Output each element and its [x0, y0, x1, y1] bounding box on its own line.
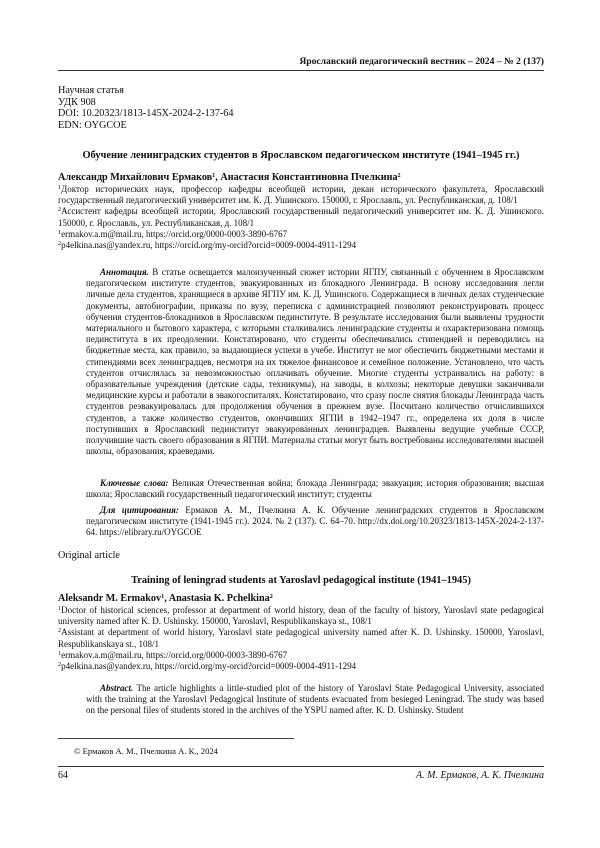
ru-contact-2-text: p4elkina.nas@yandex.ru, https://orcid.org/my-orcid?orcid=0009-0004-4911-1294 [61, 240, 357, 251]
udc-code: УДК 908 [58, 96, 96, 108]
en-contact-2-sup: 2 [58, 661, 62, 669]
copyright-note: © Ермаков А. М., Пчелкина А. К., 2024 [74, 746, 218, 756]
en-aff-2-sup: 2 [58, 627, 62, 635]
ru-contact-1 [58, 229, 544, 240]
en-contact-1-text: ermakov.a.m@mail.ru, https://orcid.org/0000-0003-3890-6767 [61, 649, 288, 660]
doi-text: DOI: 10.20323/1813-145X-2024-2-137-64 [58, 108, 234, 120]
ru-aff-2-sup: 2 [58, 206, 62, 214]
ru-author-1: Александр Михайлович Ермаков [58, 172, 213, 183]
en-title: Training of leningrad students at Yaroslavl pedagogical institute (1941–1945) [131, 575, 471, 586]
ru-keywords-label: Ключевые слова: [100, 478, 169, 488]
ru-affiliation-2 [58, 206, 544, 228]
edn-text: EDN: OYGCOE [58, 119, 127, 131]
article-type: Научная статья [58, 85, 124, 96]
en-abstract [58, 683, 544, 717]
footer-rule [58, 766, 544, 767]
page-number: 64 [58, 770, 68, 781]
ru-keywords [58, 478, 544, 500]
en-author-1-sup: 1 [161, 593, 165, 600]
ru-citation [58, 505, 544, 539]
en-aff-2-text: Assistant at department of world history, Yaroslavl state pedagogical university named after K. D. Ushinsky. 150000, Yaroslavl, Respublikanskaya st., 108/1 [58, 627, 544, 649]
en-author-1: Aleksandr M. Ermakov [58, 593, 162, 604]
en-article-type: Original article [58, 550, 120, 561]
ru-aff-1-text: Доктор исторических наук, профессор кафедры всеобщей истории, декан исторического факультета, Ярославский государственный педагогический университет им. К. Д. Ушинского. 150000, г. Ярославль, ул. Республиканская, д. 108/1 [58, 184, 544, 206]
en-abstract-label: Abstract. [100, 683, 134, 693]
footer-authors: А. М. Ермаков, А. К. Пчелкина [416, 770, 544, 781]
article-meta [58, 85, 544, 131]
ru-author-2-sup: 2 [397, 172, 401, 179]
en-aff-1-text: Doctor of historical sciences, professor at department of world history, dean of the faculty of history, Yaroslavl state pedagogical university named after K. D. Ushinsky. 150000, Yaroslavl, Respublikanskaya st., 108/1 [58, 605, 544, 627]
ru-affiliations [58, 184, 544, 251]
en-contact-2-text: p4elkina.nas@yandex.ru, https://orcid.org/my-orcid?orcid=0009-0004-4911-1294 [61, 661, 357, 672]
en-author-2: Anastasia K. Pchelkina [168, 593, 270, 604]
en-abstract-text: The article highlights a little-studied plot of the history of Yaroslavl State Pedagogical University, associated with the training at the Yaroslavl Pedagogical Institute of students evacuated from besieged Leningrad. The study was based on the personal files of students stored in the archives of the YSPU named after. K. D. Ushinsky. Student [86, 683, 544, 716]
article-page [58, 0, 544, 848]
ru-title: Обучение ленинградских студентов в Ярославском педагогическом институте (1941–1945 гг.) [82, 150, 520, 161]
en-contact-1-sup: 1 [58, 649, 62, 657]
ru-contact-1-sup: 1 [58, 228, 62, 236]
footnote-rule [58, 738, 294, 739]
en-affiliation-2 [58, 627, 544, 649]
ru-abstract-text: В статье освещается малоизученный сюжет истории ЯГПУ, связанный с обучением в Ярославском педагогическом институте студентов, эвакуированных из блокадного Ленинграда. В основу исследования легли личные дела студентов, хранящиеся в архиве ЯГПУ им. К. Д. Ушинского. Содержащиеся в личных делах студенческие документы, автобиографии, приказы по вузу, переписка с администрацией позволяют реконструировать процесс обучения студентов-блокадников в Ярославском пединституте. В результате исследования были выявлены трудности материального и бытового характера, с которыми сталкивались ленинградские студенты и охарактеризована помощь пединститута в их преодолении. Констатировано, что студенты обеспечивались стипендией и переводились на бюджетные места, как правило, за выдающиеся успехи в учебе. Институт не мог обеспечить бюджетными местами и стипендиями всех ленинградцев, несмотря на их тяжелое финансовое и семейное положение. Установлено, что часть студентов отчислялась за невозможностью оплачивать обучение. Многие студенты устраивались на работу: в образовательные учреждения (детские сады, техникумы), на заводы, в колхозы; некоторые девушки заканчивали медицинские курсы и работали в эвакогоспиталях. Констатировано, что сразу после снятия блокады Ленинграда часть студентов реэвакуировалась для продолжения обучения в прежнем вузе. Посчитано количество отчислившихся студентов, а также количество студентов, окончивших ЯГПИ в 1942–1947 гг., определена их доля в числе поступивших в Ярославский пединститут эвакуированных ленинградцев. Выявлены ведущие учебные СССР, получившие часть своего образования в ЯГПИ. Материалы статьи могут быть востребованы исследователями высшей школы, образования, краеведами. [86, 267, 544, 457]
header-rule [58, 70, 544, 71]
ru-authors [58, 172, 544, 183]
ru-author-2: Анастасия Константиновна Пчелкина [220, 172, 398, 183]
ru-contact-2 [58, 240, 544, 251]
ru-author-sep: , [215, 172, 221, 183]
ru-citation-text: Ермаков А. М., Пчелкина А. К. Обучение ленинградских студентов в Ярославском педагогическом институте (1941-1945 гг.). 2024. № 2 (137). С. 64–70. http://dx.doi.org/10.20323/1813-145X-2024-2-137-64. https://elibrary.ru/OYGCOE [86, 505, 544, 538]
en-contact-1 [58, 650, 544, 661]
ru-aff-1-sup: 1 [58, 184, 62, 191]
ru-citation-label: Для цитирования: [100, 505, 179, 515]
ru-author-1-sup: 1 [212, 172, 216, 179]
en-affiliation-1 [58, 605, 544, 627]
ru-affiliation-1 [58, 184, 544, 206]
en-author-sep: , [164, 593, 169, 604]
ru-abstract-label: Аннотация. [100, 267, 149, 277]
ru-aff-2-text: Ассистент кафедры всеобщей истории, Ярославский государственный педагогический университет им. К. Д. Ушинского. 150000, г. Ярославль, ул. Республиканская, д. 108/1 [58, 206, 544, 228]
en-affiliations [58, 605, 544, 672]
en-contact-2 [58, 661, 544, 672]
en-author-2-sup: 2 [269, 593, 273, 600]
en-aff-1-sup: 1 [58, 605, 62, 612]
ru-abstract [58, 267, 544, 457]
running-header: Ярославский педагогический вестник – 2024 – № 2 (137) [299, 56, 544, 67]
ru-contact-2-sup: 2 [58, 240, 62, 248]
en-authors [58, 593, 544, 604]
ru-contact-1-text: ermakov.a.m@mail.ru, https://orcid.org/0000-0003-3890-6767 [61, 228, 288, 239]
ru-keywords-text: Великая Отечественная война; блокада Ленинграда; эвакуация; история образования; высшая школа; Ярославский государственный педагогический институт; студенты [86, 478, 544, 500]
